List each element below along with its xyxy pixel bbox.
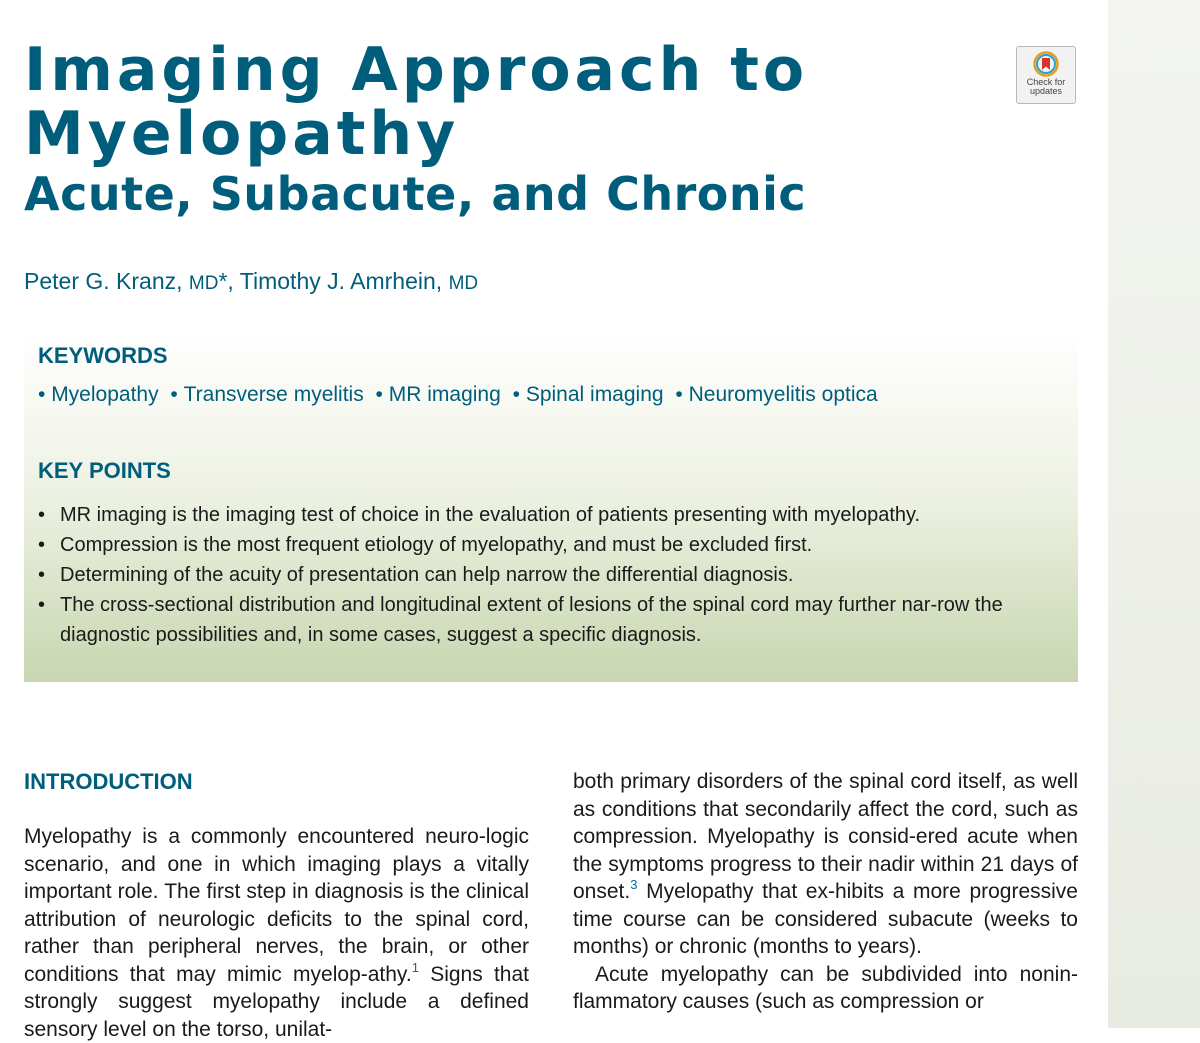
key-point-item: • Compression is the most frequent etiology of myelopathy, and must be excluded first. — [38, 530, 1048, 560]
author-name: Peter G. Kranz, — [24, 268, 189, 294]
introduction-heading: INTRODUCTION — [24, 769, 193, 794]
key-point-item: • The cross-sectional distribution and longitudinal extent of lesions of the spinal cord may further nar-row the diagnostic possibilities and, in some cases, suggest a specific diagnosis. — [38, 590, 1048, 650]
keywords-heading: KEYWORDS — [38, 343, 168, 368]
key-point-item: • Determining of the acuity of presentation can help narrow the differential diagnosis. — [38, 560, 1048, 590]
keywords-list — [38, 380, 878, 410]
keyword-item[interactable]: • Neuromyelitis optica — [675, 383, 877, 406]
check-for-updates-badge[interactable] — [1016, 46, 1076, 104]
key-point-item: • MR imaging is the imaging test of choice in the evaluation of patients presenting with myelopathy. — [38, 500, 1048, 530]
keyword-item[interactable]: • Transverse myelitis — [170, 383, 363, 406]
body-paragraph: Acute myelopathy can be subdivided into nonin-flammatory causes (such as compression or — [573, 962, 1078, 1013]
key-points-heading: KEY POINTS — [38, 458, 171, 483]
keyword-item[interactable]: • Spinal imaging — [513, 383, 664, 406]
corresponding-author-mark: *, — [218, 268, 240, 294]
check-for-updates-label: Check for updates — [1026, 77, 1066, 96]
body-text: Myelopathy that ex-hibits a more progressive time course can be considered subacute (weeks to months) or chronic (months to years). — [573, 880, 1078, 958]
author-name: Timothy J. Amrhein, — [239, 268, 449, 294]
body-column-left — [24, 764, 529, 1043]
article-subtitle: Acute, Subacute, and Chronic — [24, 167, 807, 221]
citation-link[interactable]: 1 — [411, 959, 419, 975]
key-points-list — [38, 500, 1048, 650]
keyword-item[interactable]: • MR imaging — [376, 383, 501, 406]
page-margin-strip — [1108, 0, 1200, 1028]
body-text: both primary disorders of the spinal cord itself, as well as conditions that secondarily affect the cord, such as compression. Myelopathy is consid-ered acute when the symptoms progress to their nadir within 21 days of onset. — [573, 770, 1078, 903]
author-line — [24, 266, 478, 299]
body-paragraph — [24, 823, 529, 1043]
author-degree: MD — [448, 273, 479, 294]
body-text: Signs that strongly suggest myelopathy include a defined sensory level on the torso, unilat- — [24, 962, 529, 1041]
article-title: Imaging Approach to Myelopathy — [24, 35, 809, 169]
body-text: Myelopathy is a commonly encountered neuro-logic scenario, and one in which imaging plays a vitally important role. The first step in diagnosis is the clinical attribution of neurologic deficits to the spinal cord, rather than peripheral nerves, the brain, or other conditions that may mimic myelop-athy. — [24, 825, 529, 986]
keyword-item[interactable]: • Myelopathy — [38, 383, 159, 406]
bookmark-ribbon-icon — [1033, 51, 1059, 77]
citation-link[interactable]: 3 — [630, 877, 638, 892]
author-degree: MD — [188, 273, 219, 294]
keywords-keypoints-box — [24, 330, 1078, 682]
body-column-right — [573, 768, 1078, 1016]
body-paragraph — [573, 768, 1078, 961]
